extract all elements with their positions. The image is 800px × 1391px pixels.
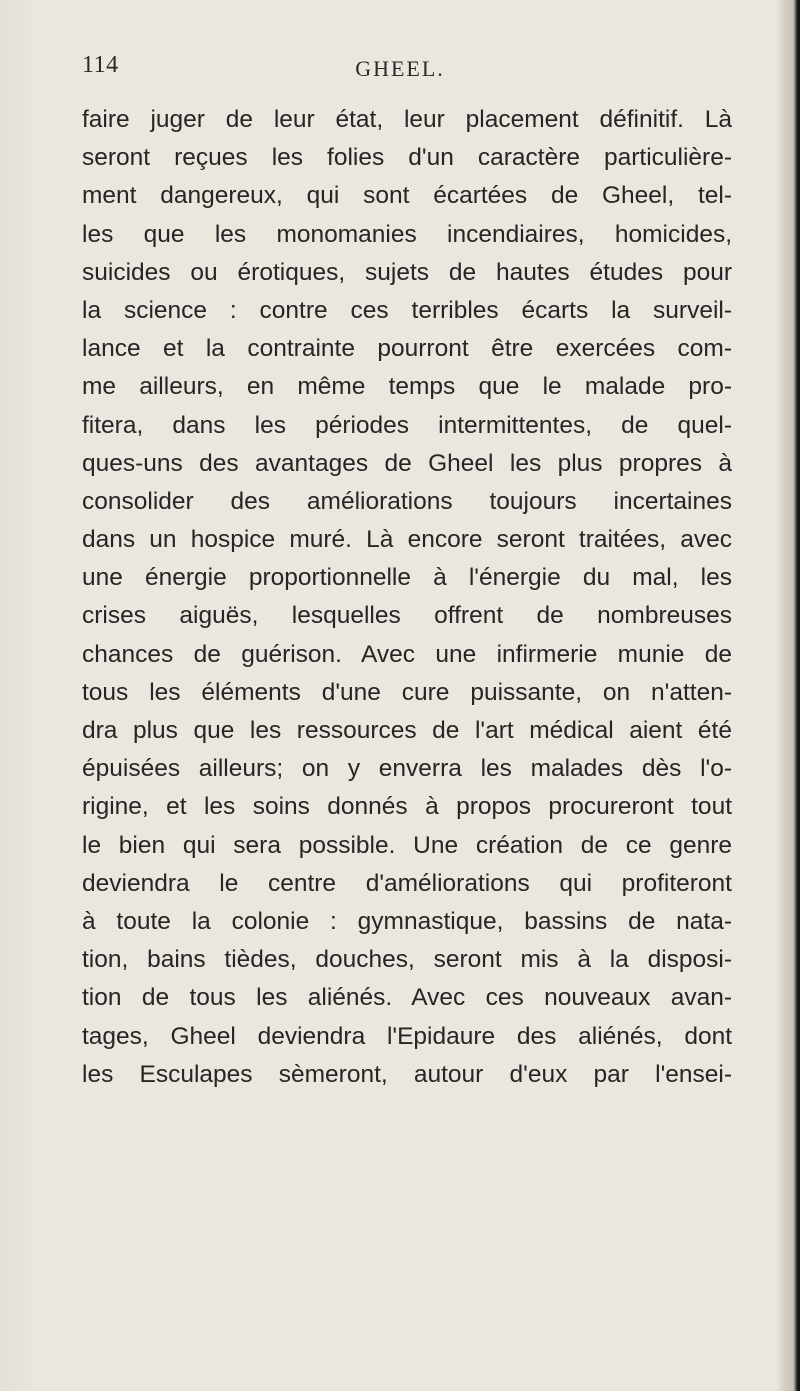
text-line: ques-uns des avantages de Gheel les plus propres à [82, 449, 732, 477]
text-line: lance et la contrainte pourront être exercées com- [82, 335, 732, 363]
text-line: une énergie proportionnelle à l'énergie du mal, les [82, 564, 732, 592]
text-line: tages, Gheel deviendra l'Epidaure des aliénés, dont [82, 1022, 732, 1050]
text-line: me ailleurs, en même temps que le malade pro- [82, 373, 732, 401]
text-line: deviendra le centre d'améliorations qui profiteront [82, 869, 732, 897]
text-line: les Esculapes sèmeront, autour d'eux par l'ensei- [82, 1060, 732, 1088]
text-line: consolider des améliorations toujours incertaines [82, 487, 732, 515]
text-line: le bien qui sera possible. Une création de ce genre [82, 831, 732, 859]
text-line: chances de guérison. Avec une infirmerie munie de [82, 640, 732, 668]
text-line: crises aiguës, lesquelles offrent de nombreuses [82, 602, 732, 630]
text-line: tion de tous les aliénés. Avec ces nouveaux avan- [82, 984, 732, 1012]
text-line: épuisées ailleurs; on y enverra les malades dès l'o- [82, 755, 732, 783]
body-text [82, 101, 732, 1094]
text-line: seront reçues les folies d'un caractère particulière- [82, 144, 732, 172]
text-line: à toute la colonie : gymnastique, bassins de nata- [82, 907, 732, 935]
page-shadow [0, 0, 40, 1391]
text-line: tion, bains tièdes, douches, seront mis à la disposi- [82, 946, 732, 974]
text-line: les que les monomanies incendiaires, homicides, [82, 220, 732, 248]
text-line: dans un hospice muré. Là encore seront traitées, avec [82, 526, 732, 554]
text-line: la science : contre ces terribles écarts la surveil- [82, 296, 732, 324]
text-line: tous les éléments d'une cure puissante, on n'atten- [82, 678, 732, 706]
text-line: ment dangereux, qui sont écartées de Gheel, tel- [82, 182, 732, 210]
text-line: fitera, dans les périodes intermittentes, de quel- [82, 411, 732, 439]
page-number: 114 [82, 52, 119, 78]
text-line: faire juger de leur état, leur placement définitif. Là [82, 106, 732, 133]
text-line: dra plus que les ressources de l'art médical aient été [82, 717, 732, 744]
text-line: rigine, et les soins donnés à propos procureront tout [82, 793, 732, 821]
text-line: suicides ou érotiques, sujets de hautes études pour [82, 258, 732, 286]
page-edge [778, 0, 800, 1391]
running-head: GHEEL. [355, 56, 445, 81]
